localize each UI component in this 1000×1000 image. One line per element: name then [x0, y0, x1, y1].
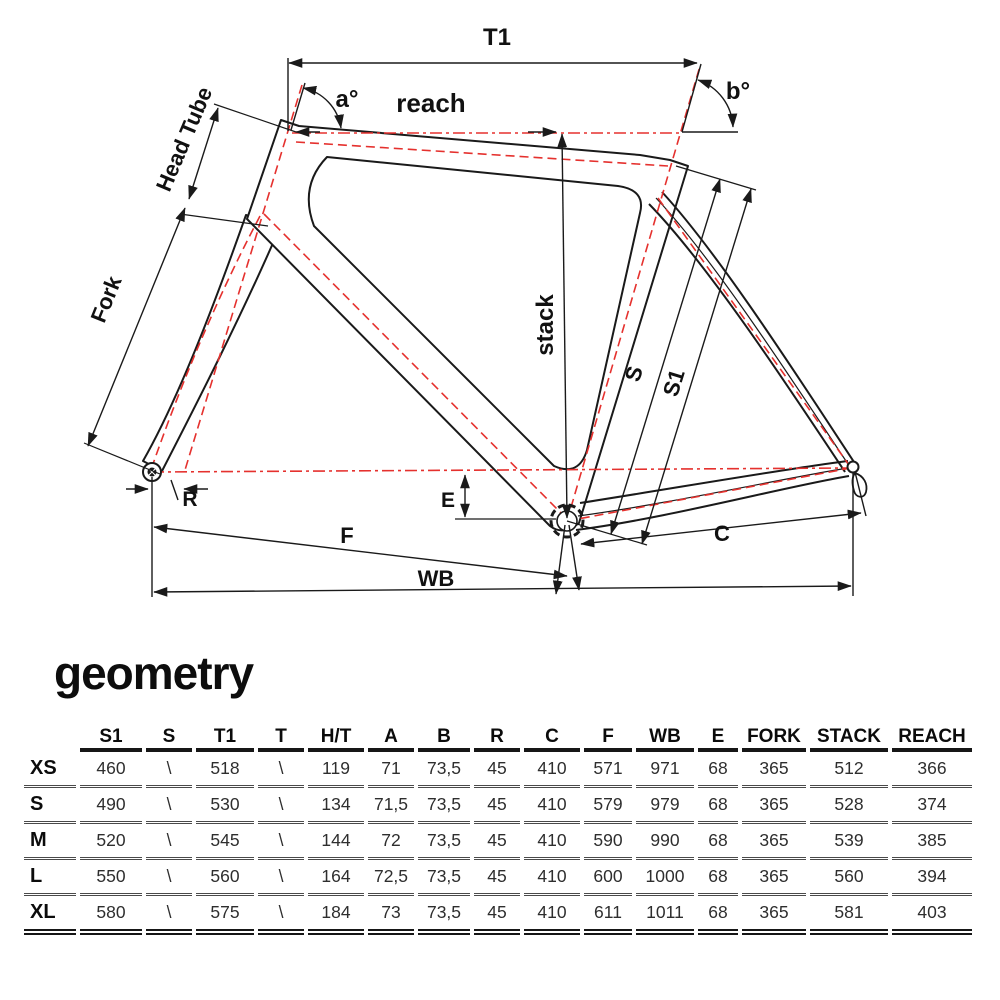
value-cell: 550	[80, 860, 142, 896]
value-cell: 581	[810, 896, 888, 935]
value-cell: \	[258, 824, 304, 860]
value-cell: 119	[308, 752, 364, 788]
value-cell: 579	[584, 788, 632, 824]
value-cell: 68	[698, 824, 738, 860]
value-cell: 164	[308, 860, 364, 896]
seat-angle-label: b°	[725, 78, 751, 105]
value-cell: 71	[368, 752, 414, 788]
value-cell: 571	[584, 752, 632, 788]
value-cell: 72,5	[368, 860, 414, 896]
value-cell: \	[146, 896, 192, 935]
chainstay-label: C	[714, 521, 730, 546]
col-header-t1: T1	[196, 726, 254, 752]
value-cell: 528	[810, 788, 888, 824]
value-cell: 134	[308, 788, 364, 824]
value-cell: 73,5	[418, 824, 470, 860]
value-cell: 611	[584, 896, 632, 935]
value-cell: 365	[742, 752, 806, 788]
value-cell: 590	[584, 824, 632, 860]
value-cell: 530	[196, 788, 254, 824]
value-cell: \	[146, 788, 192, 824]
value-cell: 1011	[636, 896, 694, 935]
col-header-stack: STACK	[810, 726, 888, 752]
wheelbase-label: WB	[417, 566, 455, 591]
value-cell: 144	[308, 824, 364, 860]
value-cell: 394	[892, 860, 972, 896]
seat-tube-s-label: S	[619, 363, 648, 385]
value-cell: 385	[892, 824, 972, 860]
value-cell: 575	[196, 896, 254, 935]
size-label: S	[24, 788, 76, 824]
col-header-s1: S1	[80, 726, 142, 752]
value-cell: 68	[698, 896, 738, 935]
value-cell: 184	[308, 896, 364, 935]
fork-label: Fork	[85, 272, 127, 326]
value-cell: 990	[636, 824, 694, 860]
col-header-reach: REACH	[892, 726, 972, 752]
value-cell: 73,5	[418, 860, 470, 896]
col-header-a: A	[368, 726, 414, 752]
value-cell: 971	[636, 752, 694, 788]
value-cell: 366	[892, 752, 972, 788]
col-header-wb: WB	[636, 726, 694, 752]
value-cell: 68	[698, 860, 738, 896]
fork-blade	[143, 215, 280, 471]
bb-drop-label: E	[440, 489, 456, 512]
value-cell: 73	[368, 896, 414, 935]
size-label: L	[24, 860, 76, 896]
table-row-xl	[24, 896, 972, 935]
value-cell: 560	[196, 860, 254, 896]
header-row	[24, 726, 972, 752]
value-cell: 979	[636, 788, 694, 824]
col-header-f: F	[584, 726, 632, 752]
col-header-c: C	[524, 726, 580, 752]
value-cell: \	[258, 752, 304, 788]
value-cell: 1000	[636, 860, 694, 896]
value-cell: 560	[810, 860, 888, 896]
value-cell: 460	[80, 752, 142, 788]
stack-label: stack	[532, 294, 559, 356]
value-cell: 512	[810, 752, 888, 788]
col-header-t: T	[258, 726, 304, 752]
value-cell: 73,5	[418, 896, 470, 935]
value-cell: 73,5	[418, 752, 470, 788]
value-cell: 45	[474, 896, 520, 935]
value-cell: 490	[80, 788, 142, 824]
value-cell: 600	[584, 860, 632, 896]
col-header-fork: FORK	[742, 726, 806, 752]
seat-tube-s1-label: S1	[657, 366, 690, 400]
value-cell: \	[258, 896, 304, 935]
value-cell: \	[146, 860, 192, 896]
value-cell: \	[146, 752, 192, 788]
table-row-l	[24, 860, 972, 896]
corner-cell	[24, 726, 76, 752]
value-cell: 518	[196, 752, 254, 788]
value-cell: \	[146, 824, 192, 860]
head-angle-label: a°	[335, 86, 359, 113]
value-cell: \	[258, 788, 304, 824]
table-row-s	[24, 788, 972, 824]
page-title: geometry	[54, 647, 254, 699]
head-angle-dimension	[291, 83, 341, 130]
value-cell: 365	[742, 896, 806, 935]
reach-label: reach	[396, 88, 466, 118]
value-cell: 365	[742, 860, 806, 896]
value-cell: 365	[742, 788, 806, 824]
head-tube-label: Head Tube	[150, 83, 218, 195]
value-cell: 45	[474, 788, 520, 824]
table-row-m	[24, 824, 972, 860]
value-cell: 410	[524, 824, 580, 860]
value-cell: 45	[474, 752, 520, 788]
wheelbase-dimension	[154, 473, 853, 596]
size-label: XS	[24, 752, 76, 788]
size-label: XL	[24, 896, 76, 935]
value-cell: 45	[474, 824, 520, 860]
value-cell: 539	[810, 824, 888, 860]
value-cell: 545	[196, 824, 254, 860]
col-header-s: S	[146, 726, 192, 752]
value-cell: 71,5	[368, 788, 414, 824]
value-cell: 68	[698, 788, 738, 824]
value-cell: 73,5	[418, 788, 470, 824]
value-cell: 72	[368, 824, 414, 860]
col-header-r: R	[474, 726, 520, 752]
value-cell: 410	[524, 752, 580, 788]
value-cell: 374	[892, 788, 972, 824]
table-row-xs	[24, 752, 972, 788]
geometry-table	[20, 726, 976, 935]
rake-label: R	[182, 488, 198, 511]
col-header-ht: H/T	[308, 726, 364, 752]
front-center-dimension	[152, 477, 579, 597]
value-cell: 68	[698, 752, 738, 788]
value-cell: 580	[80, 896, 142, 935]
geometry-table-section	[20, 726, 1000, 935]
col-header-e: E	[698, 726, 738, 752]
t1-label: T1	[482, 24, 512, 51]
value-cell: 520	[80, 824, 142, 860]
col-header-b: B	[418, 726, 470, 752]
value-cell: 45	[474, 860, 520, 896]
value-cell: 410	[524, 788, 580, 824]
value-cell: 410	[524, 896, 580, 935]
value-cell: 410	[524, 860, 580, 896]
value-cell: \	[258, 860, 304, 896]
front-center-label: F	[340, 523, 354, 548]
value-cell: 403	[892, 896, 972, 935]
size-label: M	[24, 824, 76, 860]
value-cell: 365	[742, 824, 806, 860]
